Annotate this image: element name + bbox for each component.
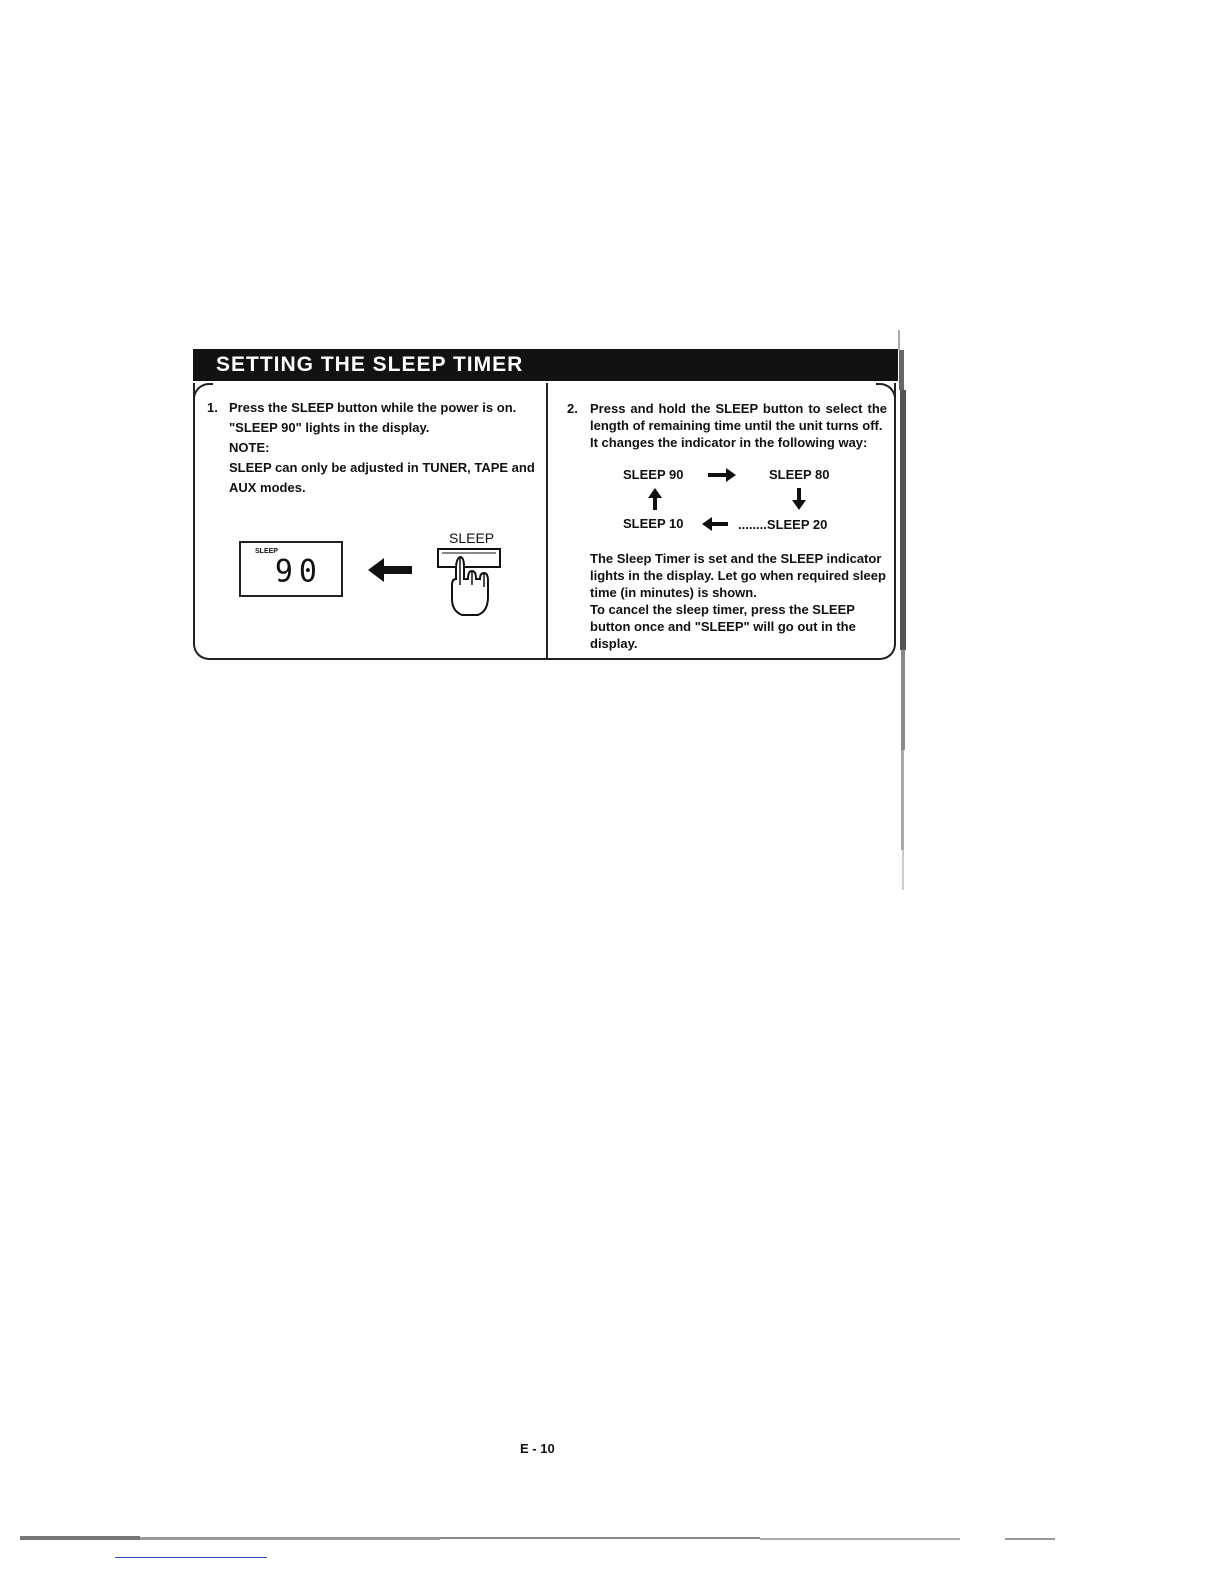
lcd-sleep-label: SLEEP [255, 548, 278, 555]
section-title-bar [193, 349, 898, 381]
step-1-line-1: Press the SLEEP button while the power is on. [229, 400, 517, 415]
step-2-intro: Press and hold the SLEEP button to select the length of remaining time until the unit turns off. [590, 401, 887, 433]
step-2-para-1: The Sleep Timer is set and the SLEEP indicator lights in the display. Let go when required sleep time (in minutes) is shown. [590, 551, 886, 600]
right-arrow-icon [708, 467, 736, 483]
step-2 [567, 400, 887, 451]
lcd-digits: 90 [274, 553, 323, 590]
up-arrow-icon [648, 488, 662, 510]
left-arrow-icon [368, 556, 412, 584]
hand-pressing-button-icon [434, 545, 504, 619]
scan-bottom-noise [0, 1528, 1224, 1568]
step-1 [207, 398, 537, 498]
column-divider [546, 383, 548, 660]
scan-edge-noise [895, 330, 907, 890]
note-label: NOTE: [229, 440, 270, 455]
flow-sleep-10: SLEEP 10 [623, 516, 684, 531]
step-1-number: 1. [207, 400, 218, 415]
bottom-line [115, 1557, 267, 1558]
step-2-description [590, 550, 888, 652]
lcd-display [239, 541, 343, 597]
page-number: E - 10 [520, 1441, 555, 1456]
step-1-line-2: "SLEEP 90" lights in the display. [229, 420, 430, 435]
step-2-intro-2: It changes the indicator in the following way: [590, 435, 868, 450]
note-text: SLEEP can only be adjusted in TUNER, TAPE and AUX modes. [229, 460, 535, 495]
sleep-button-label: SLEEP [449, 530, 495, 546]
step-2-para-2: To cancel the sleep timer, press the SLEEP button once and "SLEEP" will go out in the display. [590, 602, 856, 651]
flow-sleep-20: ........SLEEP 20 [738, 517, 828, 532]
section-title: SETTING THE SLEEP TIMER [216, 353, 524, 376]
flow-sleep-80: SLEEP 80 [769, 467, 830, 482]
down-arrow-icon [792, 488, 806, 510]
left-arrow-icon [702, 516, 728, 532]
step-2-number: 2. [567, 401, 578, 416]
flow-sleep-90: SLEEP 90 [623, 467, 684, 482]
